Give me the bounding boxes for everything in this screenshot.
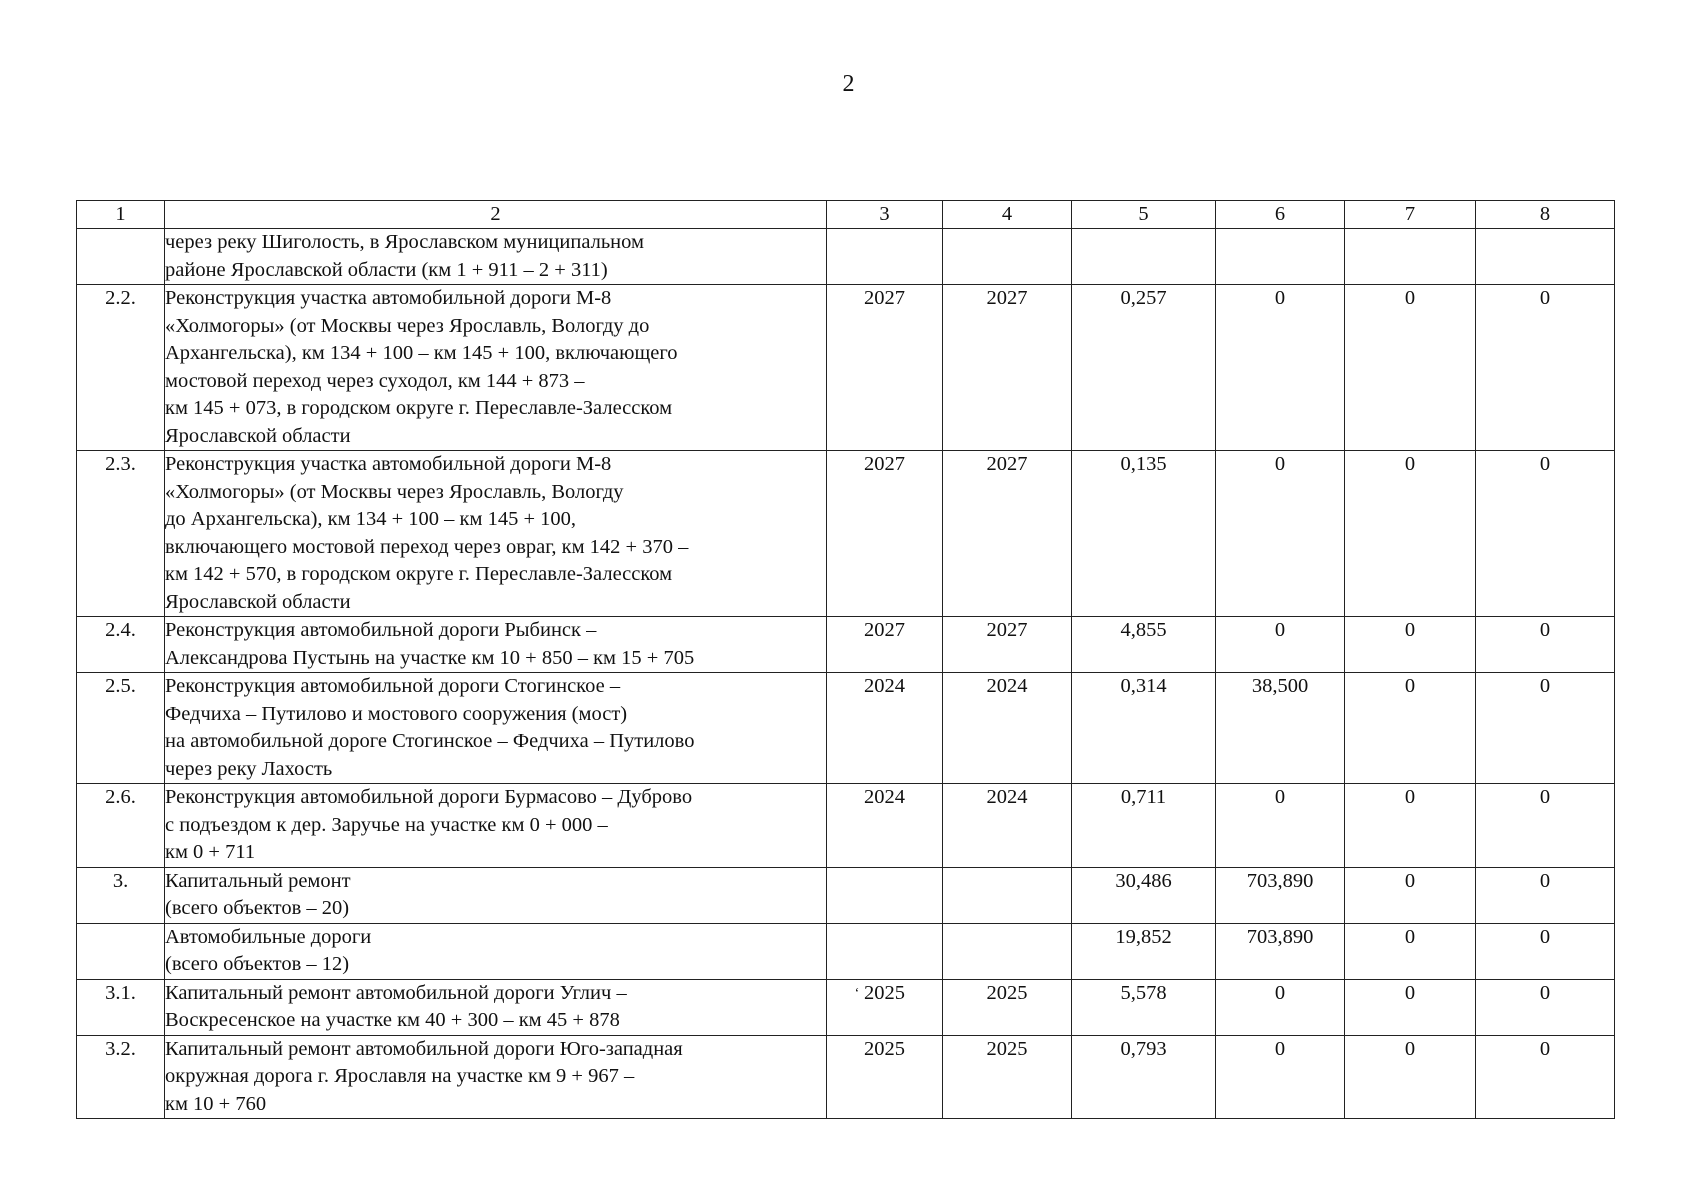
col4-value (943, 923, 1072, 979)
col8-value: 0 (1476, 451, 1615, 617)
description-line: Реконструкция автомобильной дороги Бурмасово – Дуброво (165, 786, 693, 808)
col8-value: 0 (1476, 617, 1615, 673)
description-line: Ярославской области (165, 590, 351, 613)
col6-value: 0 (1216, 784, 1345, 868)
description-line: Архангельска), км 134 + 100 – км 145 + 100, включающего (165, 342, 678, 364)
col8-value: 0 (1476, 1035, 1615, 1119)
col5-value: 0,257 (1072, 285, 1216, 451)
row-description (165, 923, 827, 979)
col4-value: 2027 (943, 451, 1072, 617)
row-description (165, 979, 827, 1035)
col4-value: 2024 (943, 784, 1072, 868)
column-header: 1 (77, 201, 165, 229)
col7-value: 0 (1345, 1035, 1476, 1119)
description-line: с подъездом к дер. Заручье на участке км 0 + 000 – (165, 813, 608, 836)
col3-value (827, 867, 943, 923)
table-row (77, 451, 1615, 617)
row-description (165, 451, 827, 617)
description-line: Реконструкция автомобильной дороги Рыбинск – (165, 619, 597, 641)
description-line: км 10 + 760 (165, 1092, 267, 1115)
col7-value: 0 (1345, 673, 1476, 784)
row-number: 3.1. (77, 979, 165, 1035)
description-line: км 0 + 711 (165, 841, 256, 863)
col4-value (943, 867, 1072, 923)
description-line: Реконструкция участка автомобильной дороги М-8 (165, 287, 612, 309)
column-header: 6 (1216, 201, 1345, 229)
table-row (77, 1035, 1615, 1119)
col7-value: 0 (1345, 784, 1476, 868)
col5-value: 0,135 (1072, 451, 1216, 617)
description-line: Федчиха – Путилово и мостового сооружения (мост) (165, 702, 628, 725)
page-number: 2 (842, 71, 855, 97)
description-line: до Архангельска), км 134 + 100 – км 145 + 100, (165, 508, 577, 530)
row-number: 2.3. (77, 451, 165, 617)
row-number (77, 229, 165, 285)
col6-value: 38,500 (1216, 673, 1345, 784)
table-row (77, 784, 1615, 868)
row-number: 2.4. (77, 617, 165, 673)
col8-value: 0 (1476, 867, 1615, 923)
col6-value: 0 (1216, 285, 1345, 451)
row-number: 2.6. (77, 784, 165, 868)
col3-value (827, 229, 943, 285)
col6-value: 703,890 (1216, 867, 1345, 923)
col6-value: 0 (1216, 617, 1345, 673)
col5-value: 5,578 (1072, 979, 1216, 1035)
description-line: Реконструкция участка автомобильной дороги М-8 (165, 453, 612, 475)
col5-value: 30,486 (1072, 867, 1216, 923)
row-number: 3.2. (77, 1035, 165, 1119)
column-header: 7 (1345, 201, 1476, 229)
description-line: км 145 + 073, в городском округе г. Переславле-Залесском (165, 397, 673, 419)
description-line: (всего объектов – 20) (165, 897, 350, 919)
row-description (165, 784, 827, 868)
row-number (77, 923, 165, 979)
col3-cell (827, 979, 943, 1035)
col8-value: 0 (1476, 923, 1615, 979)
col6-value: 0 (1216, 1035, 1345, 1119)
description-line: «Холмогоры» (от Москвы через Ярославль, Вологду (165, 480, 624, 503)
description-line: Капитальный ремонт автомобильной дороги Юго-западная (165, 1037, 683, 1060)
stray-mark: ‘ (854, 985, 860, 1001)
col3-value: 2025 (864, 981, 905, 1004)
description-line: Капитальный ремонт (165, 869, 351, 892)
col8-value: 0 (1476, 784, 1615, 868)
description-line: на автомобильной дороге Стогинское – Федчиха – Путилово (165, 730, 695, 752)
col3-value: 2024 (827, 673, 943, 784)
description-line: через реку Шиголость, в Ярославском муниципальном (165, 231, 644, 253)
table-row (77, 285, 1615, 451)
col5-value: 4,855 (1072, 617, 1216, 673)
table-row (77, 923, 1615, 979)
table-row (77, 229, 1615, 285)
col7-value (1345, 229, 1476, 285)
col7-value: 0 (1345, 451, 1476, 617)
description-line: Александрова Пустынь на участке км 10 + 850 – км 15 + 705 (165, 646, 695, 669)
col6-value: 703,890 (1216, 923, 1345, 979)
col5-value: 0,314 (1072, 673, 1216, 784)
col5-value (1072, 229, 1216, 285)
column-header: 2 (165, 201, 827, 229)
column-header: 8 (1476, 201, 1615, 229)
row-description (165, 617, 827, 673)
objects-table (76, 200, 1615, 1119)
row-description (165, 229, 827, 285)
column-header: 5 (1072, 201, 1216, 229)
row-number: 3. (77, 867, 165, 923)
description-line: окружная дорога г. Ярославля на участке км 9 + 967 – (165, 1065, 635, 1087)
col7-value: 0 (1345, 923, 1476, 979)
description-line: через реку Лахость (165, 757, 333, 780)
col5-value: 19,852 (1072, 923, 1216, 979)
row-description (165, 1035, 827, 1119)
description-line: Ярославской области (165, 424, 351, 447)
row-description (165, 285, 827, 451)
col4-value: 2024 (943, 673, 1072, 784)
description-line: Капитальный ремонт автомобильной дороги Углич – (165, 981, 627, 1004)
column-header: 4 (943, 201, 1072, 229)
row-number: 2.2. (77, 285, 165, 451)
col5-value: 0,711 (1072, 784, 1216, 868)
col8-value: 0 (1476, 673, 1615, 784)
table-row (77, 617, 1615, 673)
col5-value: 0,793 (1072, 1035, 1216, 1119)
col3-value: 2024 (827, 784, 943, 868)
col7-value: 0 (1345, 617, 1476, 673)
col4-value: 2027 (943, 285, 1072, 451)
col7-value: 0 (1345, 979, 1476, 1035)
table-header-row (77, 201, 1615, 229)
table-row (77, 867, 1615, 923)
col6-value: 0 (1216, 979, 1345, 1035)
col6-value: 0 (1216, 451, 1345, 617)
col6-value (1216, 229, 1345, 285)
row-description (165, 673, 827, 784)
description-line: мостовой переход через суходол, км 144 + 873 – (165, 369, 585, 392)
col3-value (827, 923, 943, 979)
col8-value: 0 (1476, 285, 1615, 451)
col3-value: 2027 (827, 451, 943, 617)
col7-value: 0 (1345, 867, 1476, 923)
description-line: Воскресенское на участке км 40 + 300 – км 45 + 878 (165, 1009, 620, 1031)
row-number: 2.5. (77, 673, 165, 784)
description-line: Реконструкция автомобильной дороги Стогинское – (165, 675, 621, 697)
description-line: включающего мостовой переход через овраг, км 142 + 370 – (165, 535, 689, 558)
row-description (165, 867, 827, 923)
description-line: (всего объектов – 12) (165, 953, 350, 975)
col8-value: 0 (1476, 979, 1615, 1035)
column-header: 3 (827, 201, 943, 229)
col3-value: 2027 (827, 285, 943, 451)
col3-value: 2027 (827, 617, 943, 673)
col4-value: 2025 (943, 1035, 1072, 1119)
col4-value: 2025 (943, 979, 1072, 1035)
col7-value: 0 (1345, 285, 1476, 451)
description-line: «Холмогоры» (от Москвы через Ярославль, Вологду до (165, 314, 650, 337)
description-line: км 142 + 570, в городском округе г. Переславле-Залесском (165, 563, 673, 585)
col3-value: 2025 (827, 1035, 943, 1119)
col4-value: 2027 (943, 617, 1072, 673)
table-row (77, 673, 1615, 784)
col4-value (943, 229, 1072, 285)
description-line: Автомобильные дороги (165, 925, 372, 948)
description-line: районе Ярославской области (км 1 + 911 – 2 + 311) (165, 258, 608, 281)
col8-value (1476, 229, 1615, 285)
table-row (77, 979, 1615, 1035)
